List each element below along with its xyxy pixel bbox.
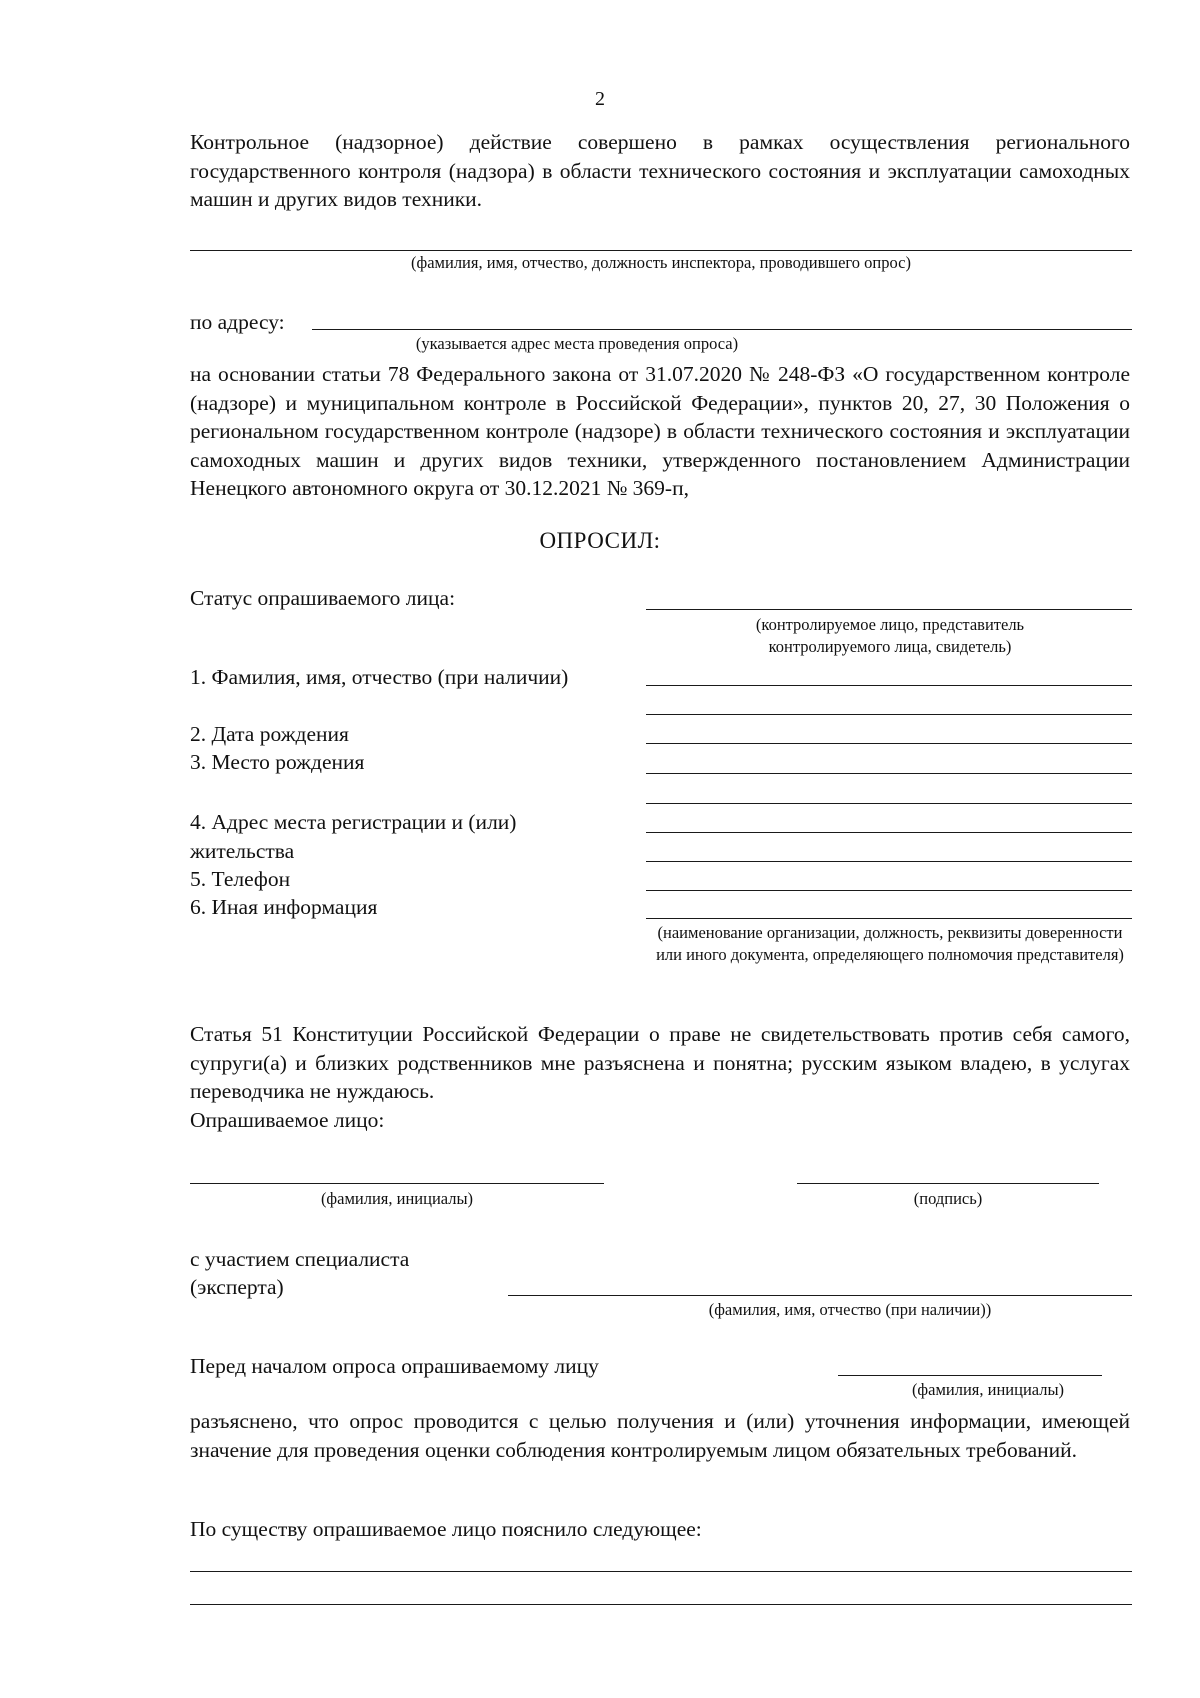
status-label: Статус опрашиваемого лица: xyxy=(190,586,456,610)
explained-paragraph: разъяснено, что опрос проводится с целью получения и (или) уточнения информации, имеющей значение для проведения оценки соблюдения контролируемым лицом обязательных требований. xyxy=(190,1409,1130,1462)
specialist-line[interactable] xyxy=(508,1295,1132,1296)
inspector-caption: (фамилия, имя, отчество, должность инспектора, проводившего опрос) xyxy=(411,253,911,272)
before-survey-caption: (фамилия, инициалы) xyxy=(911,1380,1065,1399)
intro-paragraph: Контрольное (надзорное) действие совершено в рамках осуществления регионального государственного контроля (надзора) в области технического состояния и эксплуатации самоходных машин и других видов техники. xyxy=(190,130,1130,211)
essence-line-2[interactable] xyxy=(190,1604,1132,1605)
address-line[interactable] xyxy=(312,329,1132,330)
status-caption: (контролируемое лицо, представитель контролируемого лица, свидетель) xyxy=(755,615,1025,656)
address-label: по адресу: xyxy=(190,310,285,334)
respondent-signature-line[interactable] xyxy=(797,1183,1099,1184)
specialist-caption: (фамилия, имя, отчество (при наличии)) xyxy=(708,1300,992,1319)
constitution-paragraph: Статья 51 Конституции Российской Федерации о праве не свидетельствовать против себя самого, супруги(а) и близких родственников мне разъяснена и понятна; русским языком владею, в услугах переводчика не нуждаюсь. xyxy=(190,1022,1130,1103)
other-info-caption: (наименование организации, должность, реквизиты доверенности или иного документа, определяющего полномочия представителя) xyxy=(656,923,1124,964)
answer-line-2[interactable] xyxy=(646,714,1132,715)
answer-line-8[interactable] xyxy=(646,890,1132,891)
answer-line-7[interactable] xyxy=(646,861,1132,862)
essence-label: По существу опрашиваемое лицо пояснило следующее: xyxy=(190,1517,702,1541)
field-other-info: 6. Иная информация xyxy=(190,895,378,919)
before-survey-line[interactable] xyxy=(838,1375,1102,1376)
answer-line-6[interactable] xyxy=(646,832,1132,833)
field-birth-place: 3. Место рождения xyxy=(190,750,365,774)
answer-line-3[interactable] xyxy=(646,743,1132,744)
respondent-label: Опрашиваемое лицо: xyxy=(190,1108,385,1132)
answer-line-1[interactable] xyxy=(646,685,1132,686)
field-address-1: 4. Адрес места регистрации и (или) xyxy=(190,810,517,834)
section-title: ОПРОСИЛ: xyxy=(539,528,661,553)
answer-line-9[interactable] xyxy=(646,918,1132,919)
field-birth-date: 2. Дата рождения xyxy=(190,722,349,746)
before-survey-label: Перед началом опроса опрашиваемому лицу xyxy=(190,1354,599,1378)
respondent-name-caption: (фамилия, инициалы) xyxy=(320,1189,474,1208)
answer-line-4[interactable] xyxy=(646,773,1132,774)
basis-paragraph: на основании статьи 78 Федерального закона от 31.07.2020 № 248-ФЗ «О государственном контроле (надзоре) и муниципальном контроле в Российской Федерации», пунктов 20, 27, 30 Положения о региональном государственном контроле (надзоре) в области технического состояния и эксплуатации самоходных машин и других видов техники, утвержденного постановлением Администрации Ненецкого автономного округа от 30.12.2021 № 369-п, xyxy=(190,362,1130,500)
specialist-label-expert: (эксперта) xyxy=(190,1275,284,1299)
field-phone: 5. Телефон xyxy=(190,867,291,891)
inspector-line[interactable] xyxy=(190,250,1132,251)
answer-line-5[interactable] xyxy=(646,803,1132,804)
field-address-2: жительства xyxy=(190,839,295,863)
specialist-label: с участием специалиста xyxy=(190,1247,410,1271)
essence-line-1[interactable] xyxy=(190,1571,1132,1572)
page-number: 2 xyxy=(595,88,605,110)
address-caption: (указывается адрес места проведения опроса) xyxy=(415,334,739,353)
respondent-signature-caption: (подпись) xyxy=(913,1189,983,1208)
respondent-name-line[interactable] xyxy=(190,1183,604,1184)
field-full-name: 1. Фамилия, имя, отчество (при наличии) xyxy=(190,665,569,689)
status-line[interactable] xyxy=(646,609,1132,610)
